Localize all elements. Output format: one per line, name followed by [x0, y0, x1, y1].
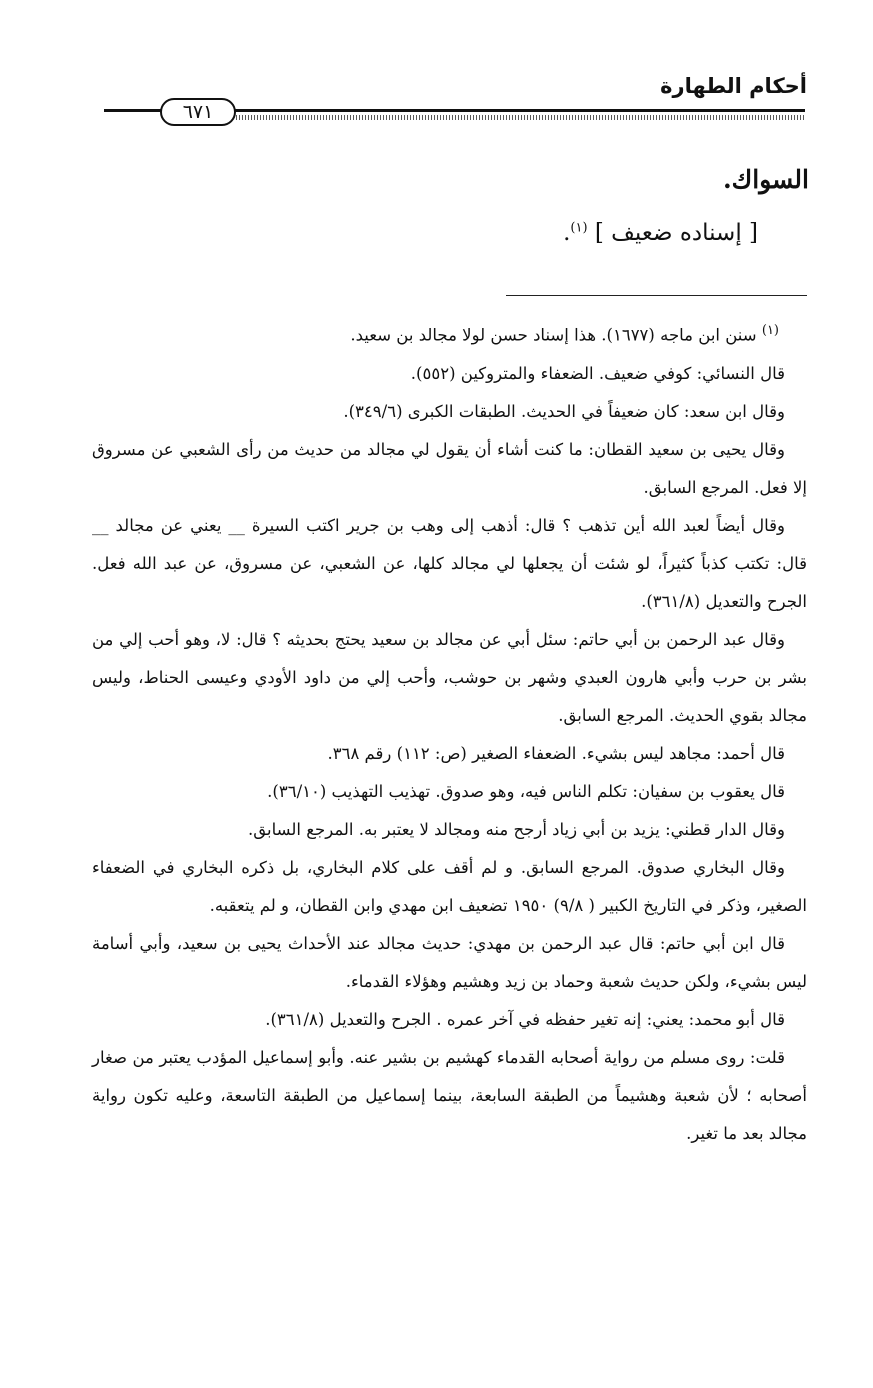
footnote-separator — [506, 295, 807, 296]
header-dotted-rule — [236, 115, 805, 120]
footnote-paragraph: وقال أيضاً لعبد الله أين تذهب ؟ قال: أذهب إلى وهب بن جرير اكتب السيرة __ يعني عن مجالد __ قال: تكتب كذباً كثيراً، لو شئت أن يجعلها لي مجالد كلها، عن الشعبي، عن مسروق، عن عبد الله فعل. الجرح والتعديل (٣٦١/٨). — [92, 515, 807, 611]
footnote-paragraph: $^{(١)}$ سنن ابن ماجه (١٦٧٧). هذا إسناد حسن لولا مجالد بن سعيد. — [350, 323, 779, 345]
isnad-verdict — [563, 220, 758, 246]
footnote-paragraph: وقال ابن سعد: كان ضعيفاً في الحديث. الطبقات الكبرى (٣٤٩/٦). — [343, 401, 785, 421]
footnotes — [92, 312, 807, 1153]
footnote-paragraph: قلت: روى مسلم من رواية أصحابه القدماء كهشيم بن بشير عنه. وأبو إسماعيل المؤدب يعتبر من صغار أصحابه ؛ لأن شعبة وهشيماً من الطبقة السابعة، بينما إسماعيل من الطبقة التاسعة، وعليه تكون رواية مجالد بعد ما تغير. — [92, 1047, 807, 1143]
footnote-paragraph: قال أحمد: مجاهد ليس بشيء. الضعفاء الصغير (ص: ١١٢) رقم ٣٦٨. — [327, 743, 785, 763]
footnote-marker: (١) — [761, 323, 779, 338]
verdict-end: . — [563, 220, 571, 246]
footnote-paragraph: قال ابن أبي حاتم: قال عبد الرحمن بن مهدي: حديث مجالد عند الأحداث يحيى بن سعيد، وأبي أسامة ليس بشيء، ولكن حديث شعبة وحماد بن زيد وهشيم وهؤلاء القدماء. — [92, 933, 807, 991]
footnote-paragraph: وقال عبد الرحمن بن أبي حاتم: سئل أبي عن مجالد بن سعيد يحتج بحديثه ؟ قال: لا، وهو أحب إلي من بشر بن حرب وأبي هارون العبدي وشهر بن حوشب، وأحب إلي من داود الأودي وعيسى الحناط، وليس مجالد بقوي الحديث. المرجع السابق. — [92, 629, 807, 725]
section-heading: السواك. — [722, 165, 809, 194]
running-header-title: أحكام الطهارة — [660, 74, 807, 98]
footnote-paragraph: وقال الدار قطني: يزيد بن أبي زياد أرجح منه ومجالد لا يعتبر به. المرجع السابق. — [248, 819, 785, 839]
footnote-paragraph: وقال البخاري صدوق. المرجع السابق. و لم أقف على كلام البخاري، بل ذكره البخاري في الضعفاء الصغير، وذكر في التاريخ الكبير ( ٩/٨) ١٩٥٠ تضعيف ابن مهدي وابن القطان، و لم يتعقبه. — [92, 857, 807, 915]
footnote-paragraph: وقال يحيى بن سعيد القطان: ما كنت أشاء أن يقول لي مجالد من حديث من رأى الشعبي عن مسروق إلا فعل. المرجع السابق. — [92, 439, 807, 497]
footnote-paragraph: قال النسائي: كوفي ضعيف. الضعفاء والمتروكين (٥٥٢). — [410, 363, 785, 383]
footnote-paragraph: قال يعقوب بن سفيان: تكلم الناس فيه، وهو صدوق. تهذيب التهذيب (٣٦/١٠). — [267, 781, 785, 801]
verdict-text: [ إسناده ضعيف ] — [594, 220, 758, 246]
footnote-paragraph: قال أبو محمد: يعني: إنه تغير حفظه في آخر عمره . الجرح والتعديل (٣٦١/٨). — [265, 1009, 785, 1029]
footnote-reference: (١) — [570, 220, 588, 236]
page-number: ٦٧١ — [160, 98, 236, 126]
